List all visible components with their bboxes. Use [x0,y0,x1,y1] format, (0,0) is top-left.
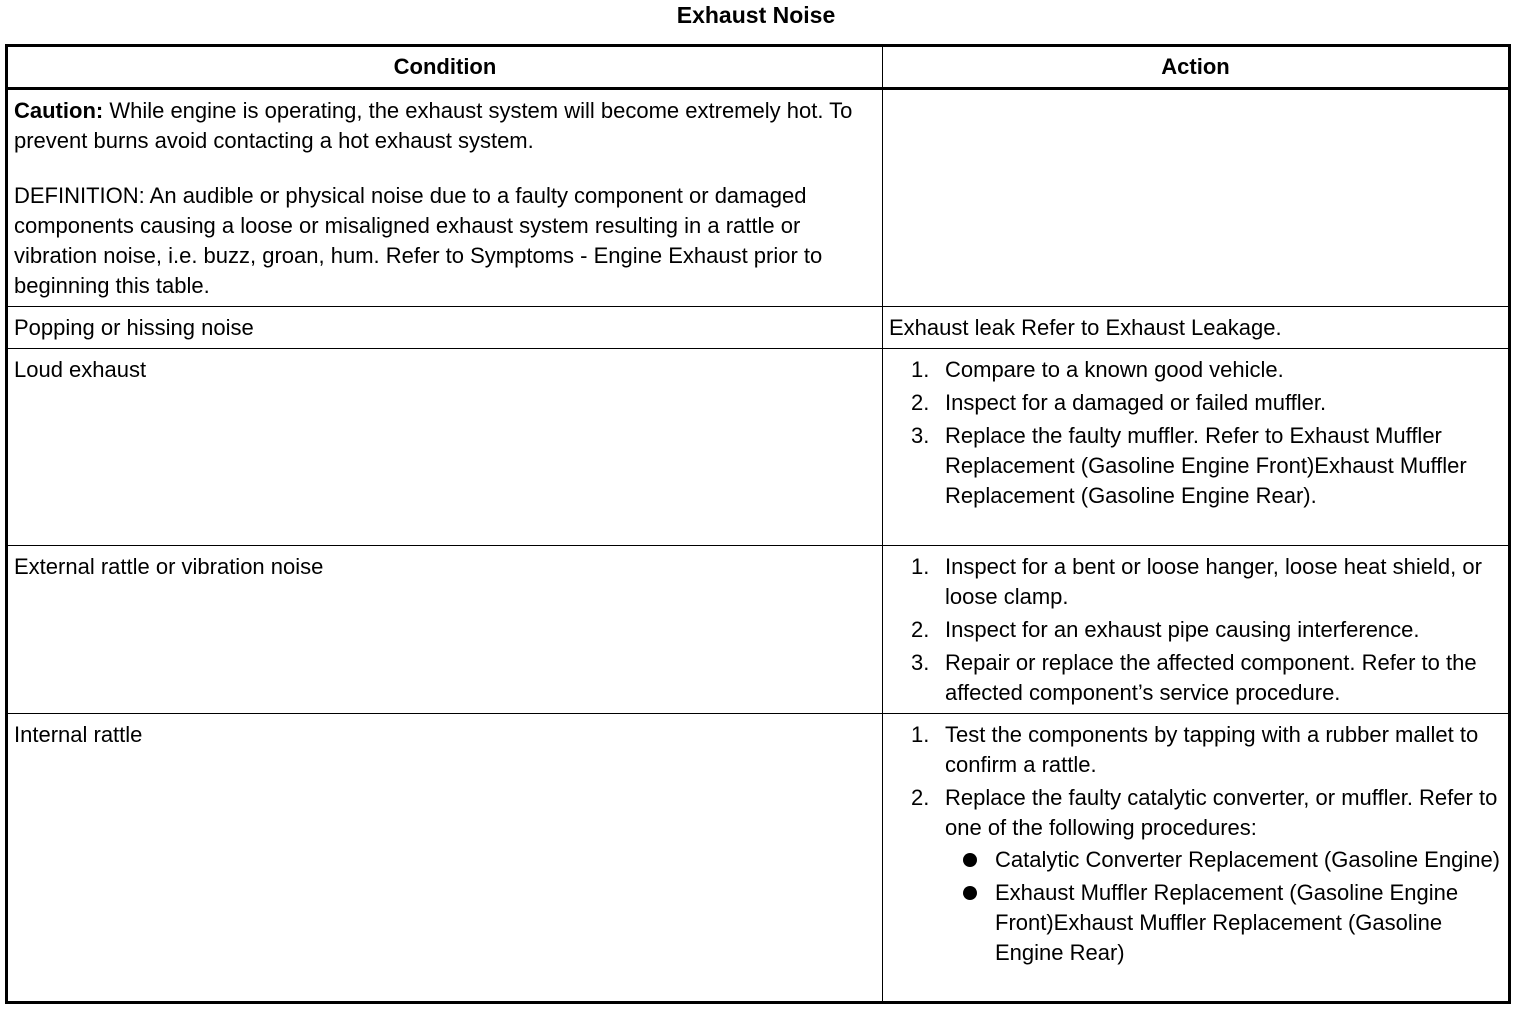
list-item: 3. Repair or replace the affected component. Refer to the affected component’s service procedure. [911,650,1477,705]
condition-cell: Popping or hissing noise [7,307,883,349]
condition-cell: Loud exhaust [7,349,883,546]
table-header-row [7,46,1510,89]
action-cell [883,89,1510,307]
condition-cell: Internal rattle [7,714,883,1003]
condition-header: Condition [7,46,883,89]
action-cell [883,349,1510,546]
table-row [7,349,1510,546]
list-item: 1. Compare to a known good vehicle. [911,357,1284,382]
bullet-icon [945,878,995,968]
list-item: 1. Inspect for a bent or loose hanger, loose heat shield, or loose clamp. [911,554,1482,609]
condition-cell [7,89,883,307]
page-title: Exhaust Noise [676,2,836,28]
definition-note: DEFINITION: An audible or physical noise due to a faulty component or damaged components causing a loose or misaligned exhaust system resulting in a rattle or vibration noise, i.e. buzz, groan, hum. Refer to Symptoms - Engine Exhaust prior to beginning this table. [14,183,823,298]
table-row [7,307,1510,349]
list-item: 1. Test the components by tapping with a rubber mallet to confirm a rattle. [911,722,1479,777]
table-row [7,714,1510,1003]
exhaust-noise-table [5,44,1511,1004]
caution-note [14,96,877,156]
action-steps [889,720,1503,968]
procedure-list [945,845,1503,968]
action-cell [883,546,1510,714]
caution-label: Caution: [14,98,104,123]
action-header: Action [883,46,1510,89]
bullet-icon [945,845,995,875]
list-item: Catalytic Converter Replacement (Gasoline Engine) [945,845,1503,875]
table-row [7,89,1510,307]
condition-cell: External rattle or vibration noise [7,546,883,714]
action-cell: Exhaust leak Refer to Exhaust Leakage. [883,307,1510,349]
action-steps [889,552,1503,708]
list-item: 3. Replace the faulty muffler. Refer to Exhaust Muffler Replacement (Gasoline Engine Front)Exhaust Muffler Replacement (Gasoline Engine Rear). [911,423,1467,508]
list-item: 2. Inspect for a damaged or failed muffler. [911,390,1327,415]
list-item: 2. Inspect for an exhaust pipe causing interference. [911,617,1420,642]
list-item: Exhaust Muffler Replacement (Gasoline Engine Front)Exhaust Muffler Replacement (Gasoline Engine Rear) [945,878,1503,968]
table-row [7,546,1510,714]
list-item: 2. Replace the faulty catalytic converter, or muffler. Refer to one of the following procedures: Catalytic Converter Replacement (Gasoline Engine) Exhaust Muffler Replacement (Gasoline Engine Front)Exhaust Muffler Replacement (Gasoline Engine Rear) [889,783,1503,968]
action-cell [883,714,1510,1003]
action-steps [889,355,1503,511]
caution-text: While engine is operating, the exhaust system will become extremely hot. To prevent burns avoid contacting a hot exhaust system. [14,98,853,153]
